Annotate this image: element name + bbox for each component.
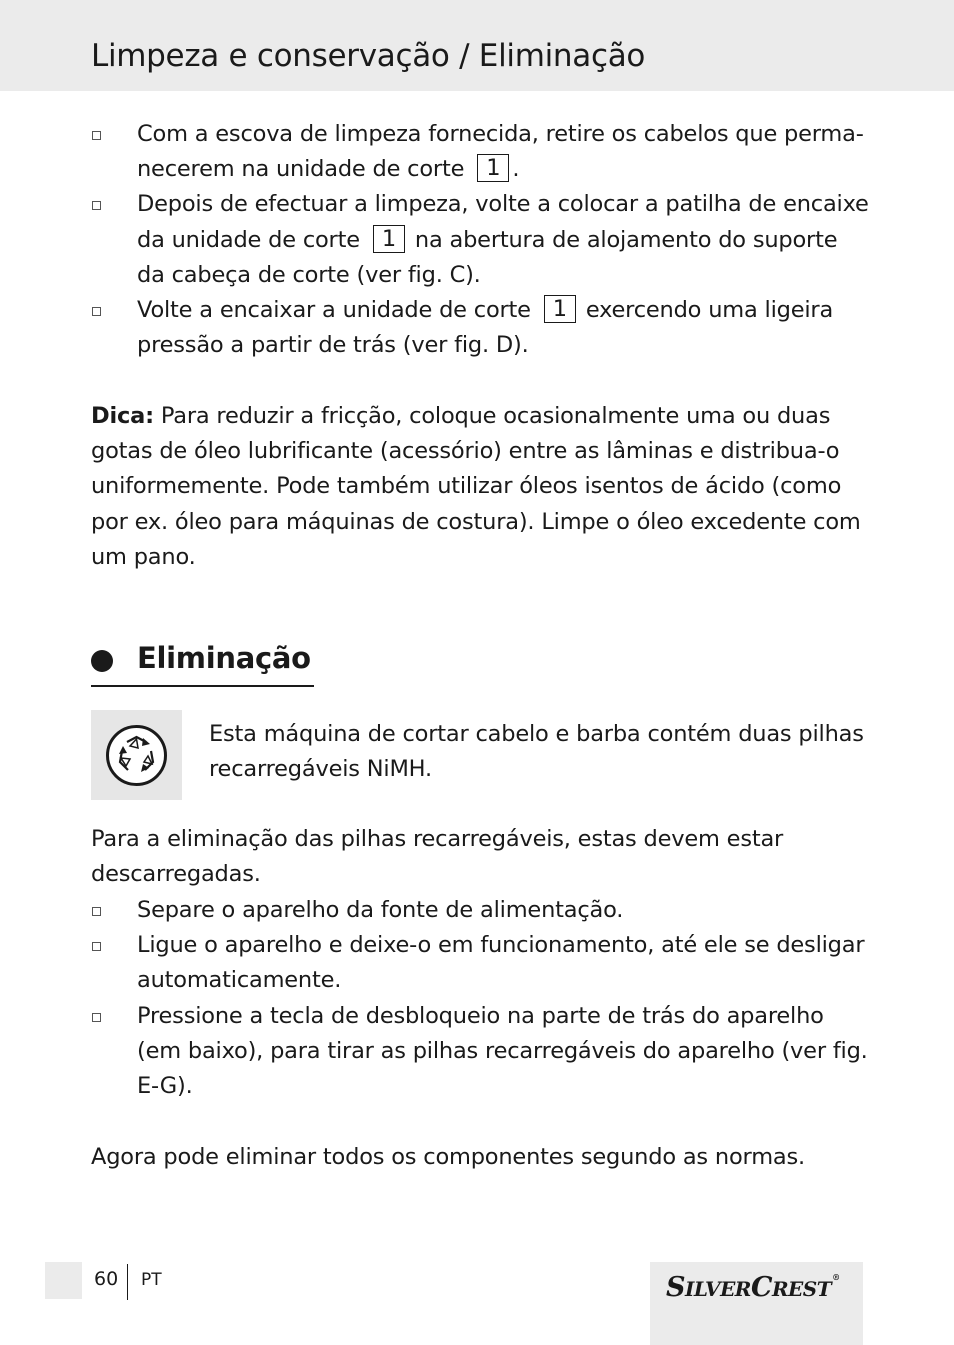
bullet-square-icon [92, 1013, 101, 1022]
bullet-square-icon [92, 907, 101, 916]
list-item: Depois de efectuar a limpeza, volte a colocar a patilha de encaixe da unidade de corte 1 na abertura de alojamento do suporte da cabeça de corte (ver fig. C). [91, 187, 871, 293]
list-item: Com a escova de limpeza fornecida, retire os cabelos que perma- necerem na unidade de corte 1 . [91, 117, 871, 187]
page-language: PT [141, 1270, 162, 1290]
tip-paragraph [91, 399, 871, 575]
list-item: Pressione a tecla de desbloqueio na parte de trás do aparelho (em baixo), para tirar as pilhas recarregáveis do aparelho (ver fig. E-G). [91, 999, 871, 1105]
page-number: 60 [94, 1268, 119, 1290]
list-item: Volte a encaixar a unidade de corte 1 exercendo uma ligeira pressão a partir de trás (ver fig. D). [91, 293, 871, 363]
cleaning-steps-list [91, 117, 871, 363]
disposal-steps-list [91, 893, 871, 1104]
brand-logo-box [650, 1262, 863, 1345]
page-header [0, 0, 954, 91]
bullet-square-icon [92, 307, 101, 316]
tip-text: Para reduzir a fricção, coloque ocasionalmente uma ou duas gotas de óleo lubrificante (acessório) entre as lâminas e distribua-o uniformemente. Pode também utilizar óleos isentos de ácido (como por ex. óleo para máquinas de costura). Limpe o óleo excedente com um pano. [91, 403, 861, 570]
bullet-dot-icon [91, 650, 113, 672]
list-item: Separe o aparelho da fonte de alimentação. [91, 893, 871, 928]
list-item: Ligue o aparelho e deixe-o em funcionamento, até ele se desligar automaticamente. [91, 928, 871, 998]
tip-label: Dica: [91, 403, 154, 429]
section-title: Eliminação [137, 641, 311, 675]
reference-number: 1 [544, 295, 576, 323]
bullet-square-icon [92, 201, 101, 210]
recycle-icon [91, 710, 182, 800]
closing-paragraph: Agora pode eliminar todos os componentes segundo as normas. [91, 1144, 805, 1170]
silvercrest-logo: SILVERCREST® [666, 1272, 840, 1303]
bullet-square-icon [92, 942, 101, 951]
battery-note: Esta máquina de cortar cabelo e barba contém duas pilhas recarregáveis NiMH. [209, 721, 864, 783]
disposal-heading [91, 641, 314, 687]
footer-divider [127, 1264, 128, 1300]
bullet-square-icon [92, 131, 101, 140]
page-title: Limpeza e conservação / Eliminação [91, 38, 646, 74]
footer-marker [45, 1262, 82, 1299]
disposal-intro: Para a eliminação das pilhas recarregáveis, estas devem estar descarregadas. [91, 826, 784, 888]
reference-number: 1 [373, 225, 405, 253]
reference-number: 1 [477, 154, 509, 182]
